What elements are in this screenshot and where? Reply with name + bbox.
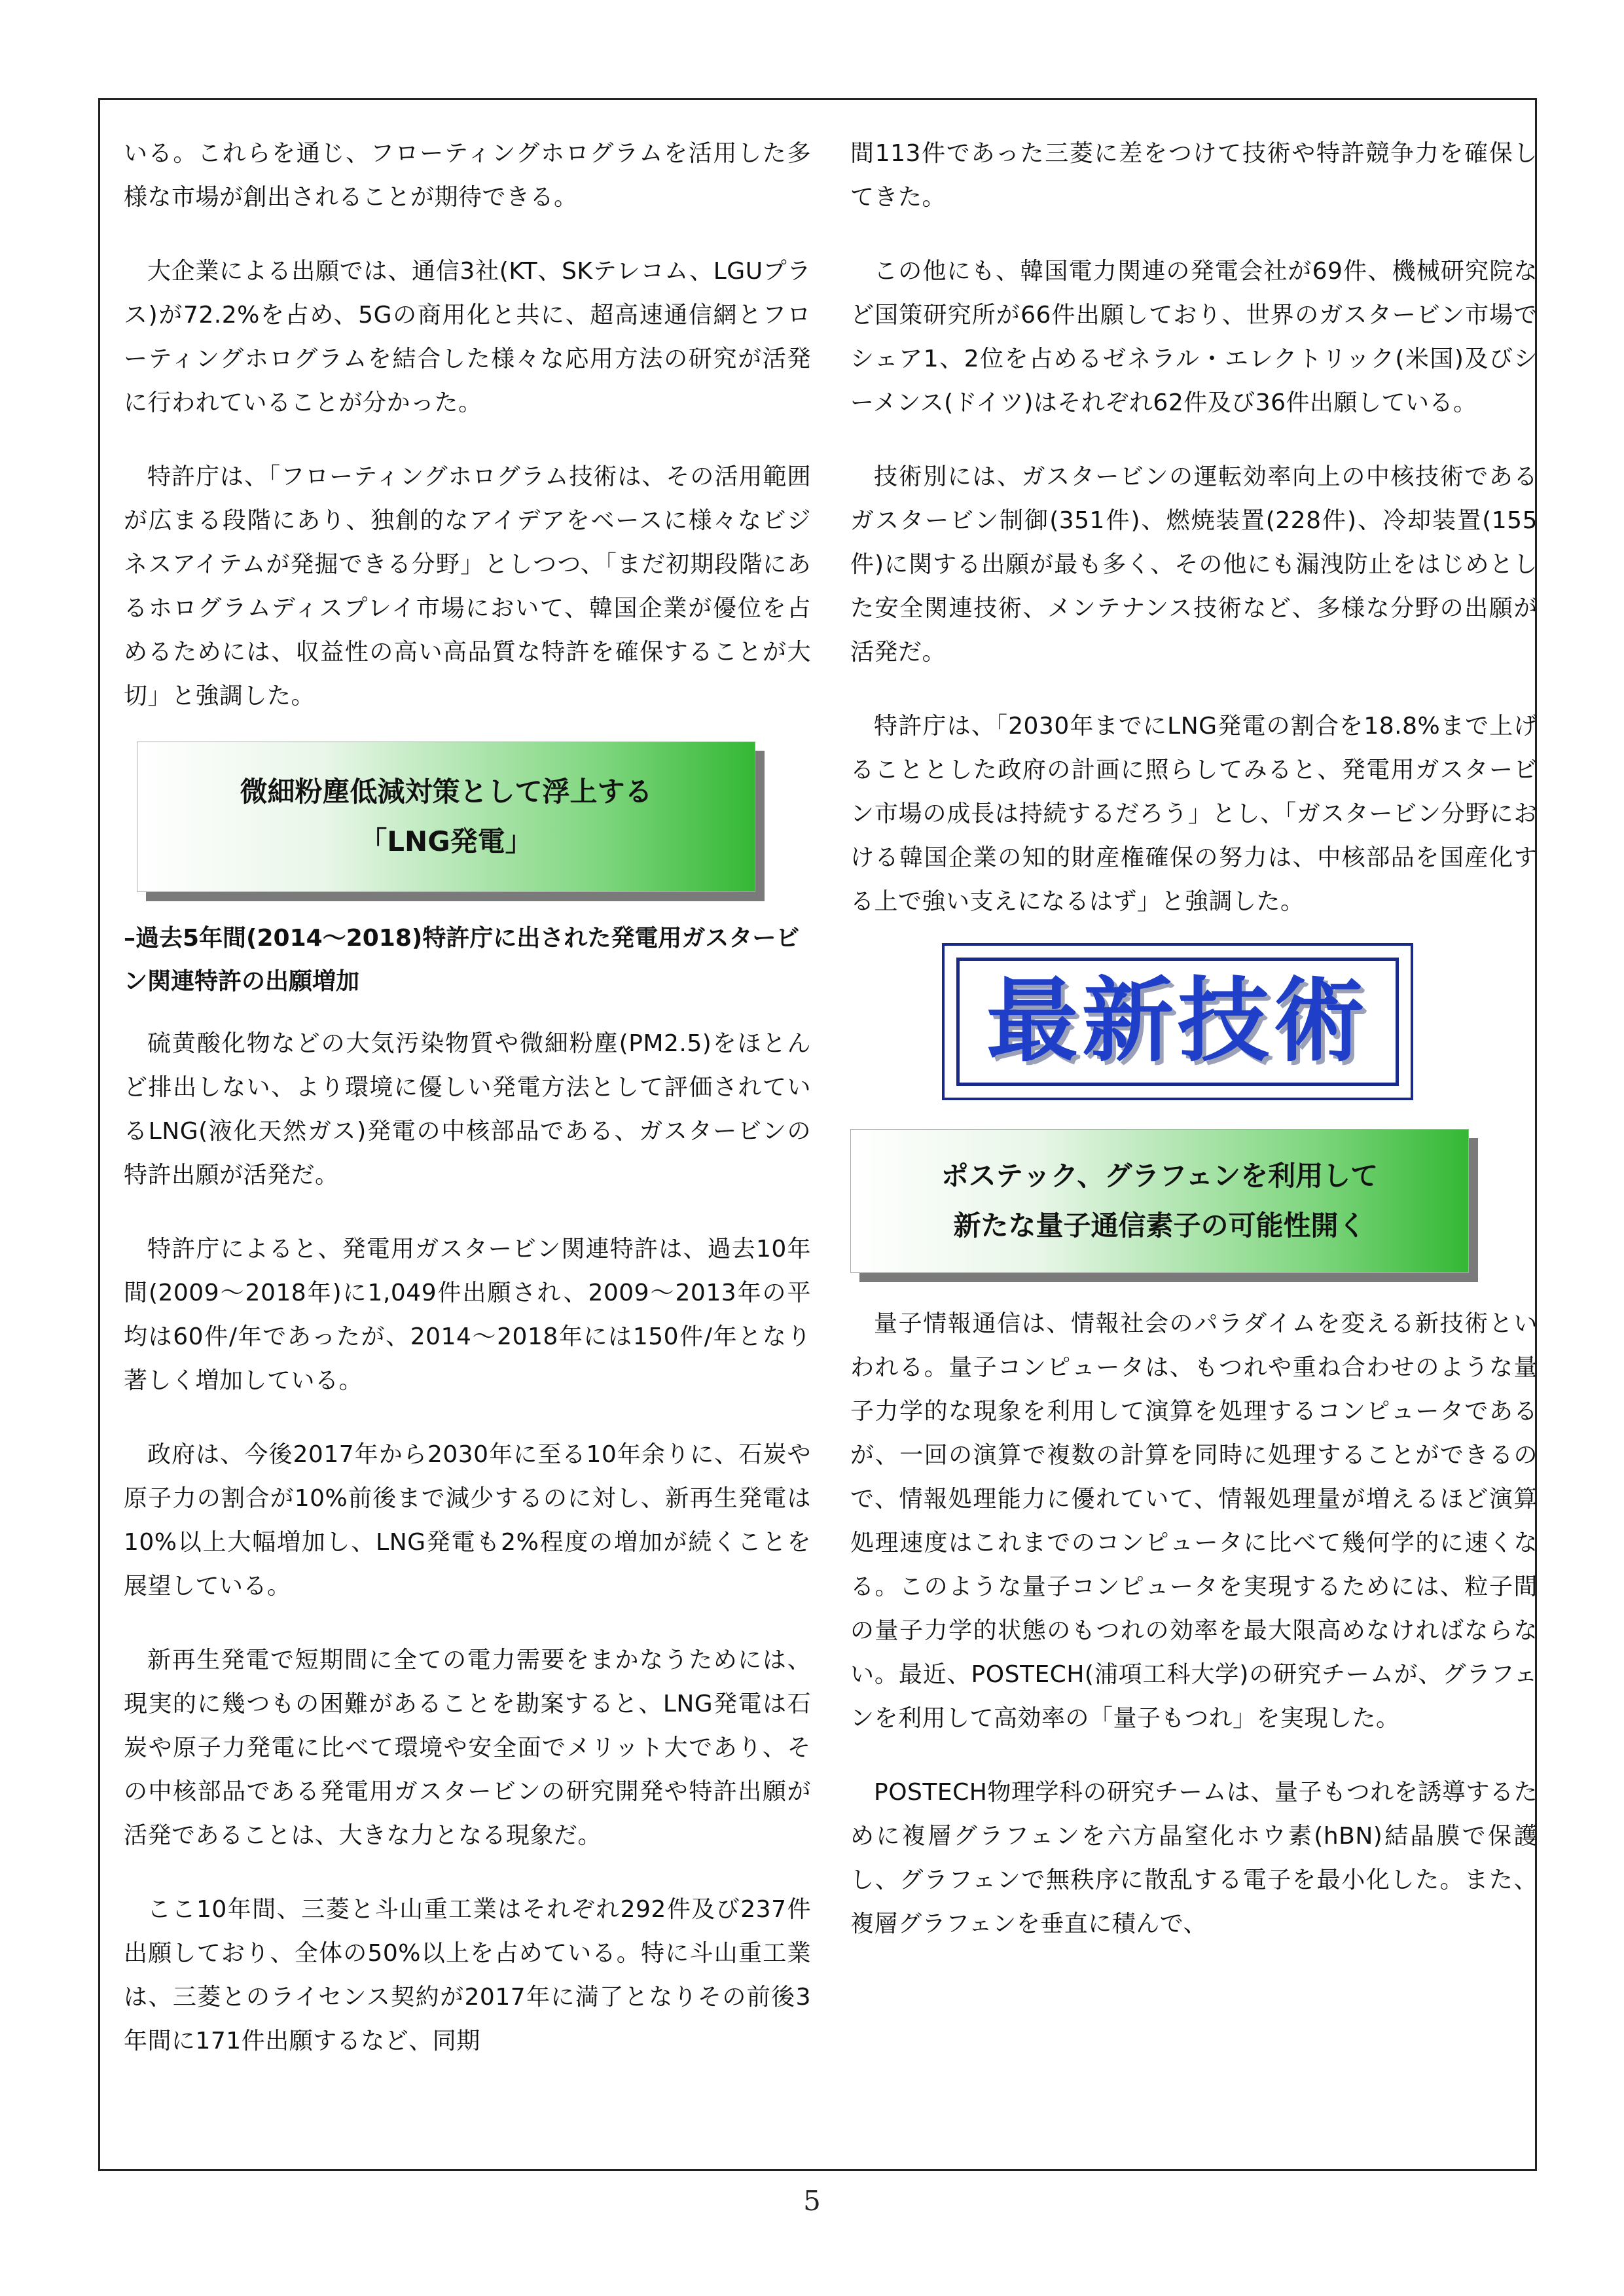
- right-column: [850, 132, 1538, 1976]
- paragraph: この他にも、韓国電力関連の発電会社が69件、機械研究院など国策研究所が66件出願しており、世界のガスタービン市場でシェア1、2位を占めるゼネラル・エレクトリック(米国)及びシーメンス(ドイツ)はそれぞれ62件及び36件出願している。: [850, 258, 1538, 416]
- heading-line: 新たな量子通信素子の可能性開く: [953, 1210, 1366, 1242]
- paragraph: 大企業による出願では、通信3社(KT、SKテレコム、LGUプラス)が72.2%を占め、5Gの商用化と共に、超高速通信網とフローティングホログラムを結合した様々な応用方法の研究が活発に行われていることが分かった。: [124, 258, 811, 416]
- paragraph: POSTECH物理学科の研究チームは、量子もつれを誘導するために複層グラフェンを六方晶窒化ホウ素(hBN)結晶膜で保護し、グラフェンで無秩序に散乱する電子を最小化した。また、複層グラフェンを垂直に積んで、: [850, 1779, 1538, 1937]
- paragraph: 量子情報通信は、情報社会のパラダイムを変える新技術といわれる。量子コンピュータは、もつれや重ね合わせのような量子力学的な現象を利用して演算を処理するコンピュータであるが、一回の演算で複数の計算を同時に処理することができるので、情報処理能力に優れていて、情報処理量が増えるほど演算処理速度はこれまでのコンピュータに比べて幾何学的に速くなる。このような量子コンピュータを実現するためには、粒子間の量子力学的状態のもつれの効率を最大限高めなければならない。最近、POSTECH(浦項工科大学)の研究チームが、グラフェンを利用して高効率の「量子もつれ」を実現した。: [850, 1310, 1538, 1732]
- latest-tech-banner: [942, 943, 1413, 1100]
- heading-line: ポステック、グラフェンを利用して: [941, 1160, 1379, 1192]
- paragraph: ここ10年間、三菱と斗山重工業はそれぞれ292件及び237件出願しており、全体の50%以上を占めている。特に斗山重工業は、三菱とのライセンス契約が2017年に満了となりその前後3年間に171件出願するなど、同期: [124, 1896, 811, 2054]
- heading-line: 微細粉塵低減対策として浮上する: [240, 776, 653, 808]
- paragraph: 政府は、今後2017年から2030年に至る10年余りに、石炭や原子力の割合が10%前後まで減少するのに対し、新再生発電は10%以上大幅増加し、LNG発電も2%程度の増加が続くことを展望している。: [124, 1441, 811, 1600]
- paragraph: 硫黄酸化物などの大気汚染物質や微細粉塵(PM2.5)をほとんど排出しない、より環境に優しい発電方法として評価されているLNG(液化天然ガス)発電の中核部品である、ガスタービンの特許出願が活発だ。: [124, 1030, 811, 1189]
- section-heading-postech: [850, 1129, 1469, 1273]
- left-column: [124, 132, 811, 2093]
- section-heading-lng: [137, 742, 755, 892]
- subheading: –過去5年間(2014～2018)特許庁に出された発電用ガスタービン関連特許の出願増加: [124, 925, 800, 995]
- paragraph: 新再生発電で短期間に全ての電力需要をまかなうためには、現実的に幾つもの困難があることを勘案すると、LNG発電は石炭や原子力発電に比べて環境や安全面でメリット大であり、その中核部品である発電用ガスタービンの研究開発や特許出願が活発であることは、大きな力となる現象だ。: [124, 1647, 811, 1849]
- page-frame: [98, 98, 1537, 2171]
- paragraph: 特許庁は、「2030年までにLNG発電の割合を18.8%まで上げることとした政府の計画に照らしてみると、発電用ガスタービン市場の成長は持続するだろう」とし、「ガスタービン分野における韓国企業の知的財産権確保の努力は、中核部品を国産化する上で強い支えになるはず」と強調した。: [850, 713, 1538, 915]
- paragraph: 特許庁によると、発電用ガスタービン関連特許は、過去10年間(2009～2018年)に1,049件出願され、2009～2013年の平均は60件/年であったが、2014～2018年には150件/年となり著しく増加している。: [124, 1236, 811, 1394]
- paragraph: 間113件であった三菱に差をつけて技術や特許競争力を確保してきた。: [850, 140, 1538, 211]
- paragraph: いる。これらを通じ、フローティングホログラムを活用した多様な市場が創出されることが期待できる。: [124, 140, 811, 211]
- paragraph: 特許庁は、「フローティングホログラム技術は、その活用範囲が広まる段階にあり、独創的なアイデアをベースに様々なビジネスアイテムが発掘できる分野」としつつ、「まだ初期段階にあるホログラムディスプレイ市場において、韓国企業が優位を占めるためには、収益性の高い高品質な特許を確保することが大切」と強調した。: [124, 463, 811, 709]
- paragraph: 技術別には、ガスタービンの運転効率向上の中核技術であるガスタービン制御(351件)、燃焼装置(228件)、冷却装置(155件)に関する出願が最も多く、その他にも漏洩防止をはじめとした安全関連技術、メンテナンス技術など、多様な分野の出願が活発だ。: [850, 463, 1538, 666]
- page-number: 5: [803, 2185, 821, 2217]
- heading-line: 「LNG発電」: [359, 825, 533, 857]
- latest-tech-label: 最新技術: [986, 968, 1369, 1075]
